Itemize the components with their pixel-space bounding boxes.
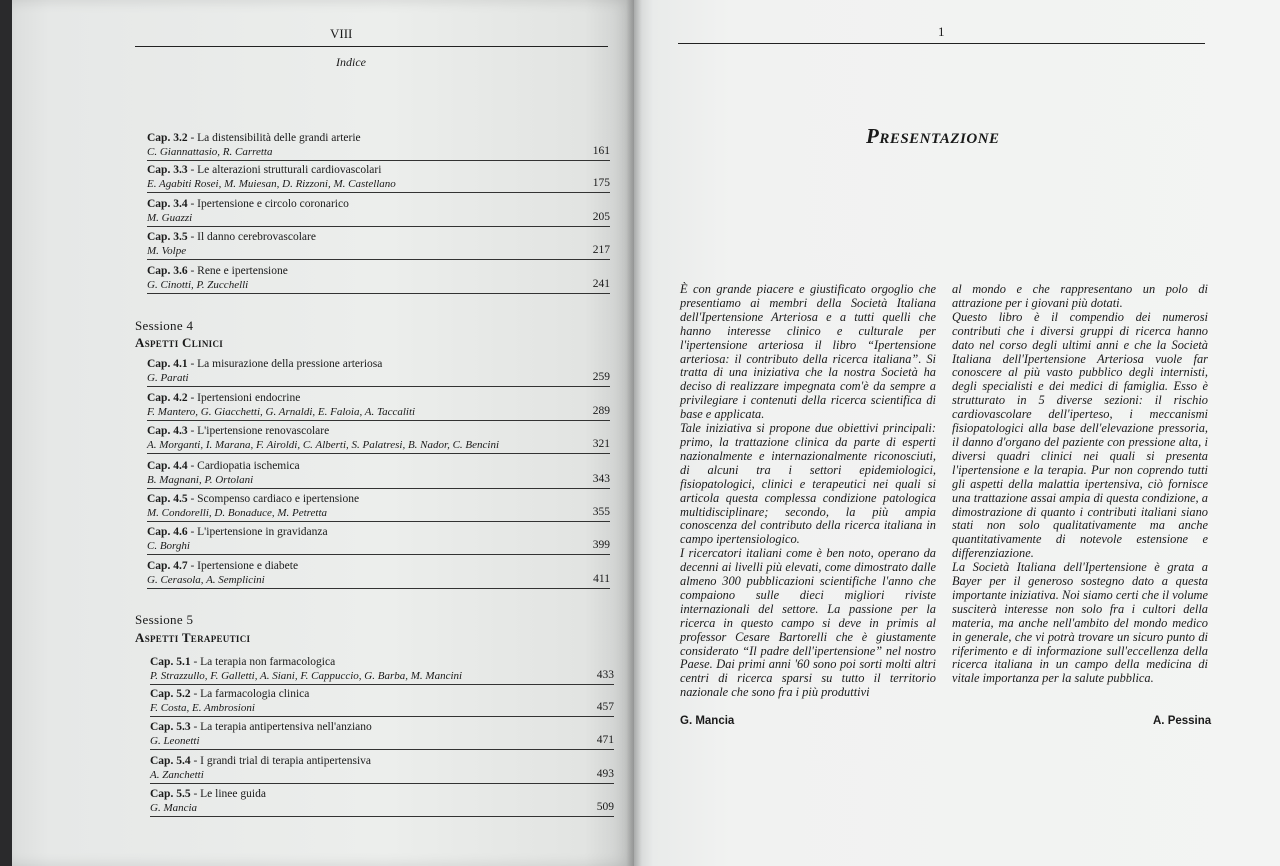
chapter-authors: F. Mantero, G. Giacchetti, G. Arnaldi, E. Faloia, A. Taccaliti 289: [147, 405, 610, 421]
chapter-number: Cap. 4.5: [147, 493, 188, 505]
toc-entry-title: [150, 787, 614, 801]
chapter-title: - Ipertensione e circolo coronarico: [187, 198, 349, 210]
chapter-page-number: 217: [592, 244, 610, 256]
paragraph: La Società Italiana dell'Ipertensione è grata a Bayer per il generoso sostegno dato a questa importante iniziativa. Noi siamo certi che il volume susciterà interesse non solo fra i cultori della materia, ma anche nell'ambito del mondo medico in generale, che vi potrà trovare un sicuro punto di riferimento e di informazione sull'eccellenza della ricerca italiana in un campo della medicina di vitale importanza per la salute pubblica.: [952, 560, 1208, 686]
chapter-page-number: 471: [596, 734, 614, 746]
chapter-authors: A. Zanchetti 493: [150, 768, 614, 784]
chapter-title: - La terapia antipertensiva nell'anziano: [190, 721, 372, 733]
toc-entry: [147, 459, 610, 489]
chapter-title: - Ipertensione e diabete: [187, 560, 299, 572]
chapter-number: Cap. 5.5: [150, 788, 191, 800]
toc-entry: [147, 559, 610, 589]
toc-entry-title: [147, 424, 610, 438]
session-5-label: Sessione 5: [135, 612, 194, 627]
chapter-number: Cap. 4.7: [147, 560, 188, 572]
chapter-page-number: 259: [592, 371, 610, 383]
toc-entry: [147, 424, 610, 454]
paragraph: È con grande piacere e giustificato orgoglio che presentiamo ai membri della Società Italiana dell'Ipertensione Arteriosa e a tutti quelli che hanno interesse clinico e culturale per l'ipertensione arteriosa il libro “Ipertensione arteriosa: il contributo della ricerca italiana”. Si tratta di una iniziativa che la nostra Società ha deciso di realizzare impegnata com'è da sempre a privilegiare i contenuti della ricerca scientifica di base e applicata.: [680, 282, 936, 422]
chapter-page-number: 175: [592, 177, 610, 189]
toc-entry-title: [147, 230, 610, 244]
chapter-page-number: 161: [592, 145, 610, 157]
chapter-authors: C. Giannattasio, R. Carretta 161: [147, 145, 610, 161]
chapter-title: - Rene e ipertensione: [187, 265, 288, 277]
toc-entry: [150, 787, 614, 817]
book-spine: [626, 0, 642, 866]
toc-entry-title: [147, 163, 610, 177]
chapter-title: - L'ipertensione renovascolare: [187, 425, 330, 437]
toc-entry: [150, 754, 614, 784]
toc-entry-title: [147, 357, 610, 371]
paragraph: Questo libro è il compendio dei numerosi contributi che i diversi gruppi di ricerca hanno dato nel corso degli ultimi anni e che la Società Italiana dell'Ipertensione Arteriosa vuole far conoscere al più vasto pubblico degli internisti, degli specialisti e dei medici di famiglia. Esso è strutturato in 5 diverse sezioni: il rischio cardiovascolare dell'iperteso, i meccanismi fisiopatologici alla base dell'elevazione pressoria, il danno d'organo del paziente con pressione alta, i diversi quadri clinici nei quali si presenta l'ipertensione e la terapia. Pur non coprendo tutti gli aspetti della malattia ipertensiva, ciò fornisce una trattazione assai ampia di questa condizione, a dimostrazione di quanto i contributi italiani siano stati non solo qualitativamente ma anche quantitativamente di notevole estensione e differenziazione.: [952, 309, 1208, 561]
chapter-number: Cap. 4.3: [147, 425, 188, 437]
chapter-authors: F. Costa, E. Ambrosioni 457: [150, 701, 614, 717]
chapter-number: Cap. 3.3: [147, 164, 188, 176]
chapter-authors: G. Leonetti 471: [150, 734, 614, 750]
chapter-title: - I grandi trial di terapia antipertensiva: [190, 755, 371, 767]
session-4-title: Aspetti Clinici: [135, 335, 224, 350]
chapter-page-number: 241: [592, 278, 610, 290]
toc-entry-title: [147, 197, 610, 211]
toc-entry: [150, 687, 614, 717]
chapter-page-number: 355: [592, 506, 610, 518]
chapter-page-number: 457: [596, 701, 614, 713]
toc-entry-title: [147, 131, 610, 145]
paragraph: Tale iniziativa si propone due obiettivi principali: primo, la trattazione clinica da parte di esperti nazionalmente e internazionalmente riconosciuti, di alcuni tra i settori epidemiologici, fisiopatologici, clinici e terapeutici nei quali si articola questa complessa condizione patologica multidisciplinare; secondo, la più ampia conoscenza del contributo della ricerca italiana in campo ipertensiologico.: [680, 421, 936, 547]
toc-entry: [147, 525, 610, 555]
chapter-title: - La terapia non farmacologica: [190, 656, 336, 668]
chapter-number: Cap. 5.3: [150, 721, 191, 733]
chapter-authors: M. Guazzi 205: [147, 211, 610, 227]
chapter-title: - Le alterazioni strutturali cardiovascolari: [187, 164, 382, 176]
toc-entry: [147, 492, 610, 522]
chapter-authors: C. Borghi 399: [147, 539, 610, 555]
chapter-number: Cap. 5.2: [150, 688, 191, 700]
chapter-title: - Scompenso cardiaco e ipertensione: [187, 493, 360, 505]
chapter-page-number: 205: [592, 211, 610, 223]
chapter-authors: G. Parati 259: [147, 371, 610, 387]
toc-entry: [147, 131, 610, 161]
chapter-number: Cap. 4.1: [147, 358, 188, 370]
chapter-authors: E. Agabiti Rosei, M. Muiesan, D. Rizzoni, M. Castellano 175: [147, 177, 610, 193]
toc-entry-title: [150, 687, 614, 701]
text-column-2: [952, 283, 1208, 686]
chapter-authors: G. Mancia 509: [150, 801, 614, 817]
session-4-label: Sessione 4: [135, 318, 194, 333]
chapter-title: - La misurazione della pressione arteriosa: [187, 358, 383, 370]
chapter-page-number: 321: [592, 438, 610, 450]
chapter-page-number: 343: [592, 473, 610, 485]
chapter-authors: M. Condorelli, D. Bonaduce, M. Petretta 355: [147, 506, 610, 522]
chapter-number: Cap. 3.4: [147, 198, 188, 210]
toc-entry-title: [147, 391, 610, 405]
chapter-authors: G. Cinotti, P. Zucchelli 241: [147, 278, 610, 294]
toc-entry: [147, 163, 610, 193]
toc-entry-title: [147, 264, 610, 278]
chapter-authors: M. Volpe 217: [147, 244, 610, 260]
chapter-title: - La farmacologia clinica: [190, 688, 310, 700]
chapter-number: Cap. 4.6: [147, 526, 188, 538]
right-page-number: 1: [938, 24, 945, 39]
toc-entry-title: [150, 720, 614, 734]
chapter-number: Cap. 3.5: [147, 231, 188, 243]
chapter-number: Cap. 5.1: [150, 656, 191, 668]
chapter-page-number: 493: [596, 768, 614, 780]
chapter-page-number: 411: [593, 573, 610, 585]
chapter-title: - Ipertensioni endocrine: [187, 392, 301, 404]
toc-entry-title: [147, 525, 610, 539]
toc-entry: [147, 391, 610, 421]
text-column-1: [680, 283, 936, 700]
signature-mancia: G. Mancia: [680, 715, 735, 727]
toc-entry: [147, 264, 610, 294]
chapter-page-number: 433: [596, 669, 614, 681]
chapter-authors: G. Cerasola, A. Semplicini 411: [147, 573, 610, 589]
paragraph: al mondo e che rappresentano un polo di attrazione per i giovani più dotati.: [952, 282, 1208, 310]
toc-entry: [150, 720, 614, 750]
session-5-title: Aspetti Terapeutici: [135, 630, 251, 645]
toc-entry: [150, 655, 614, 685]
chapter-number: Cap. 3.2: [147, 132, 188, 144]
chapter-number: Cap. 3.6: [147, 265, 188, 277]
chapter-title: - Le linee guida: [190, 788, 266, 800]
toc-entry: [147, 357, 610, 387]
toc-entry-title: [147, 559, 610, 573]
toc-entry: [147, 230, 610, 260]
chapter-page-number: 509: [596, 801, 614, 813]
running-head: Indice: [336, 55, 366, 69]
chapter-title: - Il danno cerebrovascolare: [187, 231, 316, 243]
signature-pessina: A. Pessina: [1153, 715, 1212, 727]
chapter-authors: B. Magnani, P. Ortolani 343: [147, 473, 610, 489]
chapter-title: - La distensibilità delle grandi arterie: [187, 132, 361, 144]
chapter-number: Cap. 5.4: [150, 755, 191, 767]
left-page-number: VIII: [330, 26, 353, 41]
toc-entry-title: [150, 754, 614, 768]
toc-entry-title: [147, 492, 610, 506]
chapter-title: - Cardiopatia ischemica: [187, 460, 300, 472]
toc-entry-title: [150, 655, 614, 669]
toc-entry-title: [147, 459, 610, 473]
right-header-rule: [678, 43, 1205, 44]
toc-entry: [147, 197, 610, 227]
paragraph: I ricercatori italiani come è ben noto, operano da decenni ai livelli più elevati, come dimostrato dalle almeno 300 pubblicazioni scientifiche l'anno che compaiono sulle dieci migliori riviste internazionali del settore. La passione per la ricerca in questo campo si deve in primis al professor Cesare Bartorelli che è giustamente considerato “Il padre dell'ipertensione” nel nostro Paese. Dai primi anni '60 sono poi sorti molti altri centri di ricerca sparsi su tutto il territorio nazionale che sono fra i più produttivi: [680, 546, 936, 700]
left-header-rule: [135, 46, 608, 47]
chapter-authors: A. Morganti, I. Marana, F. Airoldi, C. Alberti, S. Palatresi, B. Nador, C. Bencini 321: [147, 438, 610, 454]
chapter-page-number: 289: [592, 405, 610, 417]
chapter-number: Cap. 4.2: [147, 392, 188, 404]
chapter-title: - L'ipertensione in gravidanza: [187, 526, 328, 538]
presentation-title: Presentazione: [866, 124, 1000, 148]
chapter-authors: P. Strazzullo, F. Galletti, A. Siani, F. Cappuccio, G. Barba, M. Mancini 433: [150, 669, 614, 685]
chapter-number: Cap. 4.4: [147, 460, 188, 472]
chapter-page-number: 399: [592, 539, 610, 551]
